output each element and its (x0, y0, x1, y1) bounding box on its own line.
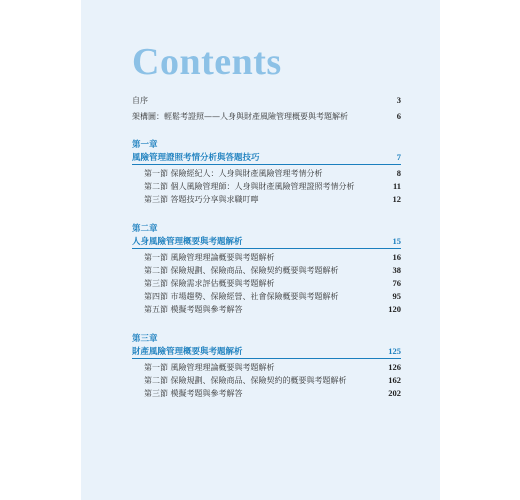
toc-section (132, 387, 401, 400)
section-label: 第二節 個人風險管理師：人身與財產風險管理證照考情分析 (144, 182, 355, 191)
section-page-number: 202 (388, 388, 401, 398)
chapter-title-row (132, 151, 401, 165)
book-page (81, 0, 440, 500)
chapter-page-number: 125 (388, 346, 401, 356)
toc-section (132, 180, 401, 193)
toc-entry-framework (132, 110, 401, 123)
toc-section (132, 290, 401, 303)
section-label: 第四節 市場趨勢、保險經營、社會保險概要與考題解析 (144, 292, 339, 301)
section-page-number: 11 (392, 181, 401, 191)
toc-section (132, 167, 401, 180)
section-label: 第三節 答題技巧分享與求職叮嚀 (144, 195, 259, 204)
section-label: 第三節 保險需求評估概要與考題解析 (144, 279, 275, 288)
section-page-number: 126 (388, 362, 401, 372)
section-page-number: 76 (392, 278, 401, 288)
toc-page-number: 3 (396, 95, 401, 105)
chapter-label: 第三章 (132, 334, 158, 344)
section-page-number: 16 (392, 252, 401, 262)
toc-entry-preface (132, 94, 401, 107)
toc-section (132, 251, 401, 264)
toc-section (132, 361, 401, 374)
section-label: 第一節 保險經紀人：人身與財產風險管理考情分析 (144, 169, 323, 178)
section-page-number: 162 (388, 375, 401, 385)
toc-entry-label: 架構圖：輕鬆考證照——人身與財產風險管理概要與考題解析 (132, 112, 348, 121)
section-label: 第一節 風險管理理論概要與考題解析 (144, 253, 275, 262)
toc-entry-label: 自序 (132, 96, 148, 105)
section-label: 第二節 保險規劃、保險商品、保險契約概要與考題解析 (144, 266, 339, 275)
chapter-title: 財產風險管理概要與考題解析 (132, 347, 243, 357)
table-of-contents (132, 94, 401, 400)
chapter-title-row (132, 345, 401, 359)
chapter-label: 第一章 (132, 140, 158, 150)
chapter-title: 人身風險管理概要與考題解析 (132, 237, 243, 247)
toc-page-number: 6 (396, 111, 401, 121)
section-label: 第二節 保險規劃、保險商品、保險契約的概要與考題解析 (144, 376, 347, 385)
page-title: Contents (132, 41, 282, 83)
section-page-number: 8 (396, 168, 401, 178)
section-page-number: 38 (392, 265, 401, 275)
toc-section (132, 193, 401, 206)
chapter-title: 風險管理證照考情分析與答題技巧 (132, 153, 260, 163)
toc-section (132, 264, 401, 277)
section-label: 第一節 風險管理理論概要與考題解析 (144, 363, 275, 372)
chapter-page-number: 15 (392, 236, 401, 246)
section-page-number: 95 (392, 291, 401, 301)
chapter-page-number: 7 (396, 152, 401, 162)
chapter-title-row (132, 235, 401, 249)
toc-section (132, 374, 401, 387)
toc-section (132, 303, 401, 316)
section-page-number: 120 (388, 304, 401, 314)
section-label: 第三節 模擬考題與參考解答 (144, 389, 243, 398)
chapter-3 (132, 333, 401, 400)
chapter-2 (132, 223, 401, 316)
toc-section (132, 277, 401, 290)
section-page-number: 12 (392, 194, 401, 204)
chapter-1 (132, 139, 401, 206)
section-label: 第五節 模擬考題與參考解答 (144, 305, 243, 314)
chapter-label: 第二章 (132, 224, 158, 234)
